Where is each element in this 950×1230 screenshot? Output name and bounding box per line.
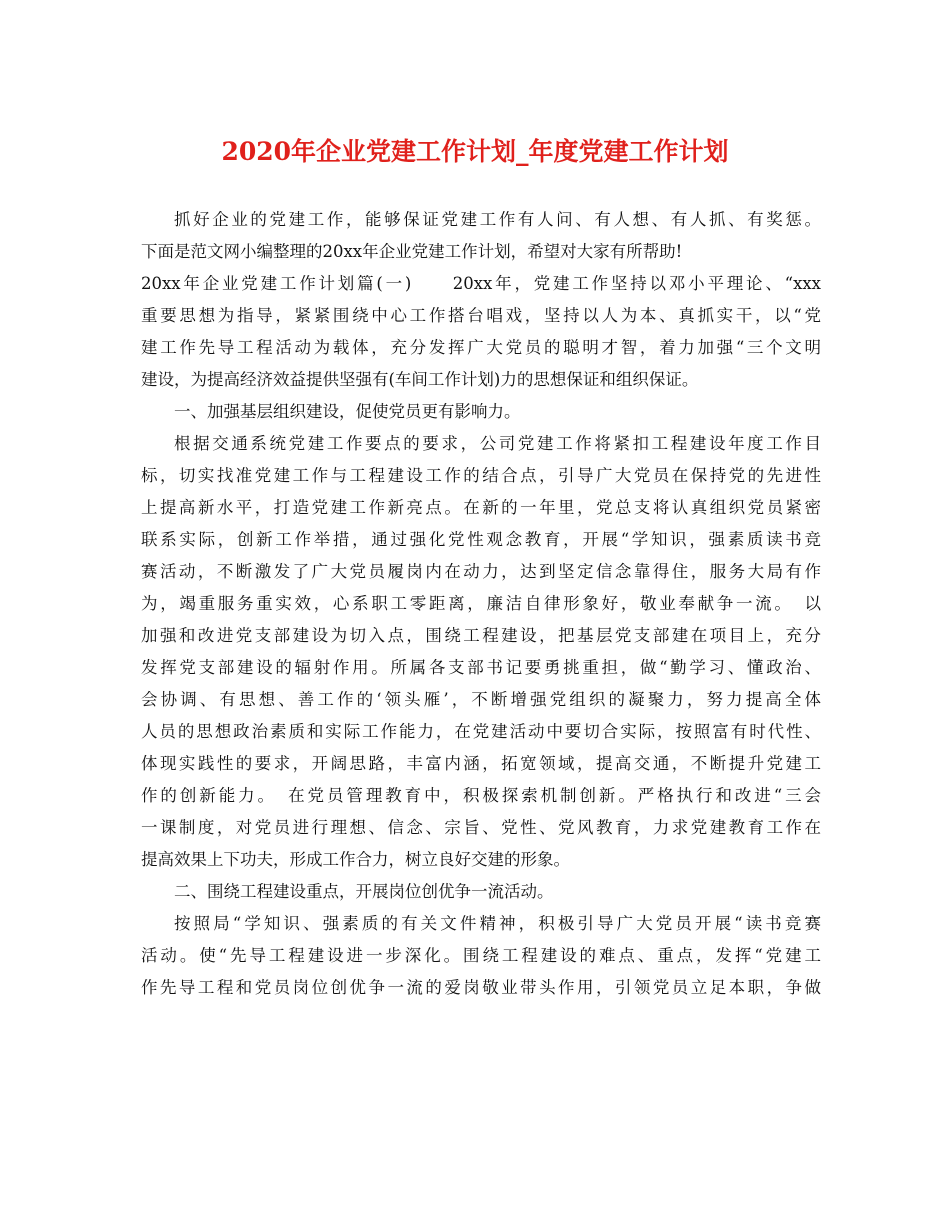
text-line: 作的创新能力。 在党员管理教育中，积极探索机制创新。严格执行和改进“三会 bbox=[141, 786, 821, 805]
text-line: 二、围绕工程建设重点，开展岗位创优争一流活动。 bbox=[174, 882, 554, 901]
text-line: 活动。使“先导工程建设进一步深化。围绕工程建设的难点、重点，发挥“党建工 bbox=[141, 946, 821, 965]
text-line: 一课制度，对党员进行理想、信念、宗旨、党性、党风教育，力求党建教育工作在 bbox=[141, 818, 821, 837]
text-line: 上提高新水平，打造党建工作新亮点。在新的一年里，党总支将认真组织党员紧密 bbox=[141, 498, 821, 517]
text-line: 下面是范文网小编整理的20xx年企业党建工作计划，希望对大家有所帮助! bbox=[141, 242, 683, 261]
document-title: 2020年企业党建工作计划_年度党建工作计划 bbox=[221, 137, 729, 166]
text-line: 体现实践性的要求，开阔思路，丰富内涵，拓宽领域，提高交通，不断提升党建工 bbox=[141, 754, 821, 773]
text-line: 为，竭重服务重实效，心系职工零距离，廉洁自律形象好，敬业奉献争一流。 以 bbox=[141, 594, 821, 613]
text-line: 重要思想为指导，紧紧围绕中心工作搭台唱戏，坚持以人为本、真抓实干，以“党 bbox=[141, 306, 821, 325]
text-line: 标，切实找准党建工作与工程建设工作的结合点，引导广大党员在保持党的先进性 bbox=[141, 466, 821, 485]
text-line: 作先导工程和党员岗位创优争一流的爱岗敬业带头作用，引领党员立足本职，争做 bbox=[141, 978, 821, 997]
text-line: 20xx年企业党建工作计划篇(一) 20xx年，党建工作坚持以邓小平理论、“xxx bbox=[141, 274, 821, 293]
text-line: 发挥党支部建设的辐射作用。所属各支部书记要勇挑重担，做“勤学习、懂政治、 bbox=[141, 658, 821, 677]
text-line: 人员的思想政治素质和实际工作能力，在党建活动中要切合实际，按照富有时代性、 bbox=[141, 722, 821, 741]
text-line: 建工作先导工程活动为载体，充分发挥广大党员的聪明才智，着力加强“三个文明 bbox=[141, 338, 821, 357]
text-line: 按照局“学知识、强素质的有关文件精神，积极引导广大党员开展“读书竞赛 bbox=[174, 914, 821, 933]
text-line: 加强和改进党支部建设为切入点，围绕工程建设，把基层党支部建在项目上，充分 bbox=[141, 626, 821, 645]
text-line: 会协调、有思想、善工作的‘领头雁’，不断增强党组织的凝聚力，努力提高全体 bbox=[141, 690, 821, 709]
text-line: 一、加强基层组织建设，促使党员更有影响力。 bbox=[174, 402, 521, 421]
text-line: 根据交通系统党建工作要点的要求，公司党建工作将紧扣工程建设年度工作目 bbox=[174, 434, 821, 453]
text-line: 赛活动，不断激发了广大党员履岗内在动力，达到坚定信念靠得住，服务大局有作 bbox=[141, 562, 821, 581]
text-line: 提高效果上下功夫，形成工作合力，树立良好交建的形象。 bbox=[141, 850, 570, 869]
text-line: 建设，为提高经济效益提供坚强有(车间工作计划)力的思想保证和组织保证。 bbox=[141, 370, 699, 389]
text-line: 联系实际，创新工作举措，通过强化党性观念教育，开展“学知识，强素质读书竞 bbox=[141, 530, 821, 549]
document-body bbox=[141, 204, 821, 1004]
text-line: 抓好企业的党建工作，能够保证党建工作有人问、有人想、有人抓、有奖惩。 bbox=[174, 210, 821, 229]
